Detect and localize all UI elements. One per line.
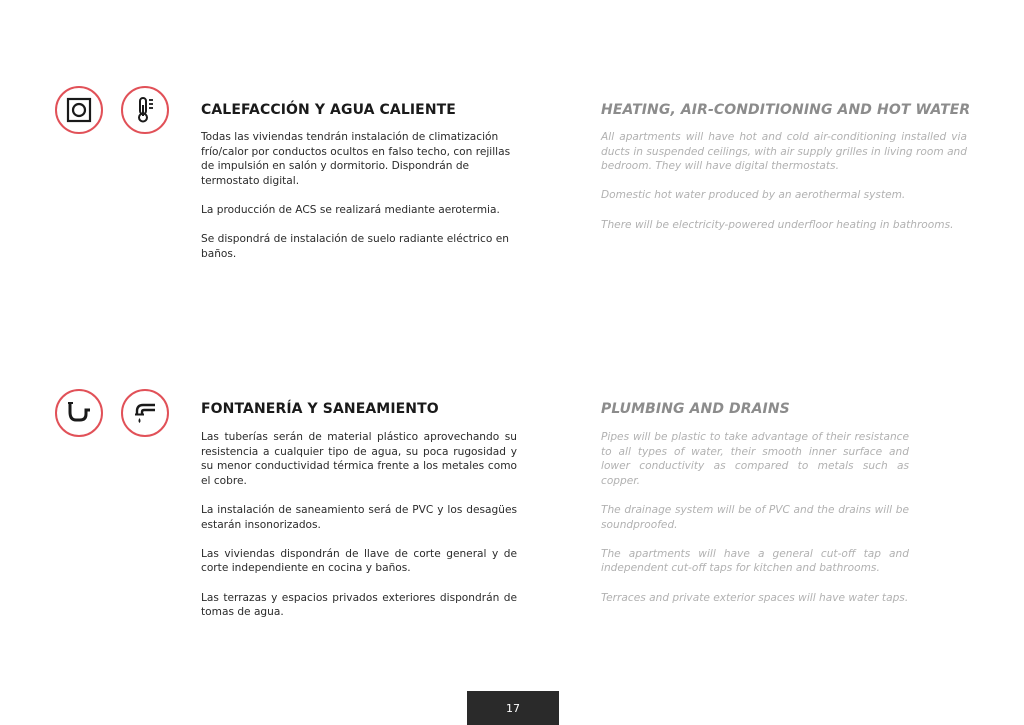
paragraph: La instalación de saneamiento será de PVC y los desagües estarán insonorizados. (201, 503, 517, 531)
section-heating-title-en: HEATING, AIR-CONDITIONING AND HOT WATER (601, 102, 971, 118)
section-heating-body-es (201, 130, 517, 276)
paragraph: There will be electricity-powered underfloor heating in bathrooms. (601, 218, 954, 231)
paragraph: All apartments will have hot and cold air-conditioning installed via ducts in suspended ceilings, with air supply grilles in living room and bedroom. They will have digital thermostats. (601, 131, 967, 173)
paragraph: La producción de ACS se realizará mediante aerotermia. (201, 203, 500, 216)
paragraph: The drainage system will be of PVC and the drains will be soundproofed. (601, 503, 909, 531)
section-plumbing-title-en: PLUMBING AND DRAINS (601, 401, 790, 417)
paragraph: Pipes will be plastic to take advantage of their resistance to all types of water, their smooth inner surface and lower conductivity as compared to metals such as copper. (601, 431, 909, 487)
section-plumbing-body-es (201, 430, 517, 634)
paragraph: Las tuberías serán de material plástico aprovechando su resistencia a cualquier tipo de agua, su poca rugosidad y su menor conductividad térmica frente a los metales como el cobre. (201, 431, 517, 487)
paragraph: Las viviendas dispondrán de llave de corte general y de corte independiente en cocina y baños. (201, 547, 517, 575)
paragraph: Todas las viviendas tendrán instalación de climatización frío/calor por conductos ocultos en falso techo, con rejillas de impulsión en salón y dormitorio. Dispondrán de termostato digital. (201, 131, 511, 187)
water-tap-icon (121, 389, 169, 437)
page-number: 17 (467, 691, 559, 725)
paragraph: Se dispondrá de instalación de suelo radiante eléctrico en baños. (201, 233, 509, 260)
section-plumbing-body-en (601, 430, 909, 620)
drain-pipe-icon (55, 389, 103, 437)
section-heating-body-en (601, 130, 967, 247)
air-conditioning-unit-icon (55, 86, 103, 134)
section-heating-title-es: CALEFACCIÓN Y AGUA CALIENTE (201, 102, 456, 118)
paragraph: The apartments will have a general cut-off tap and independent cut-off taps for kitchen and bathrooms. (601, 547, 909, 575)
paragraph: Domestic hot water produced by an aerothermal system. (601, 189, 906, 202)
thermometer-icon (121, 86, 169, 134)
paragraph: Terraces and private exterior spaces will have water taps. (601, 591, 909, 604)
section-plumbing-title-es: FONTANERÍA Y SANEAMIENTO (201, 401, 439, 417)
paragraph: Las terrazas y espacios privados exteriores dispondrán de tomas de agua. (201, 591, 517, 619)
